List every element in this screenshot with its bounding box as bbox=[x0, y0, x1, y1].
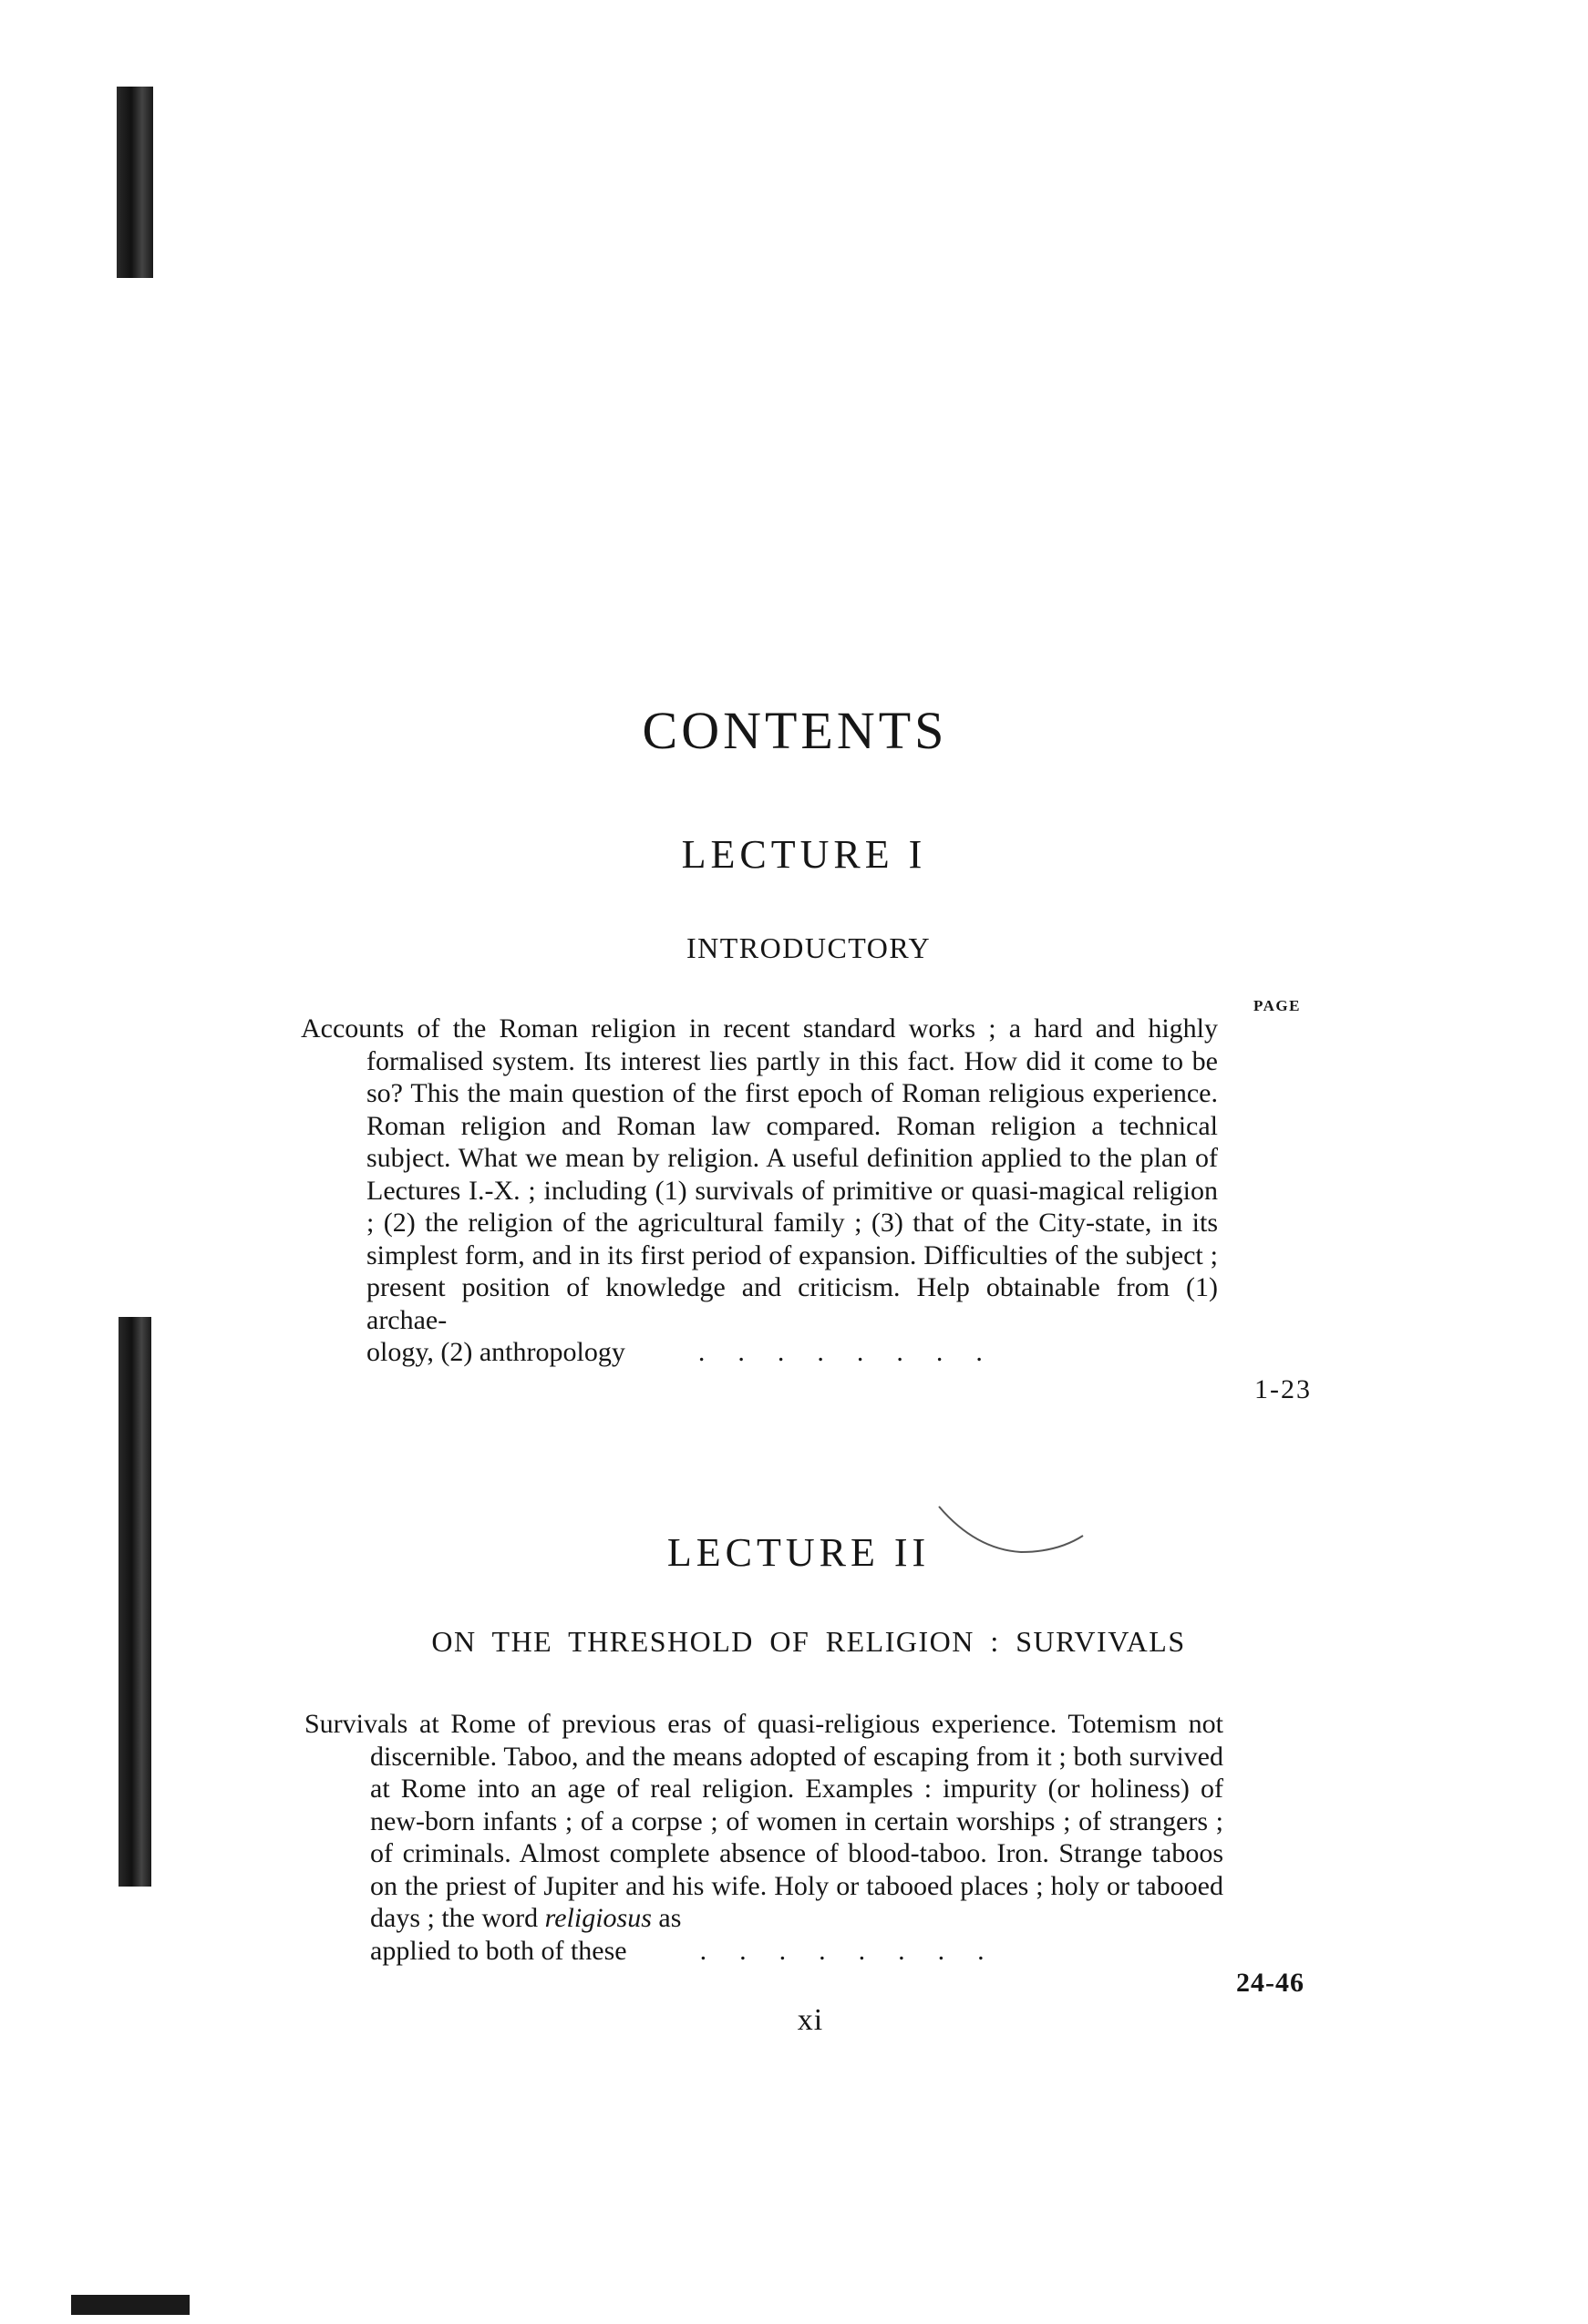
lecture-1-heading: LECTURE I bbox=[681, 832, 927, 877]
lecture-2-summary-after-italic: as bbox=[658, 1903, 682, 1933]
lecture-1-summary bbox=[301, 1013, 1218, 1369]
lecture-2-summary-last-line bbox=[304, 1935, 1223, 1968]
lecture-1-leader-dots: ........ bbox=[697, 1337, 1016, 1367]
page-folio: xi bbox=[797, 2003, 824, 2037]
lecture-2-heading: LECTURE II bbox=[666, 1530, 931, 1575]
lecture-1-page-range: 1-23 bbox=[1254, 1374, 1312, 1404]
lecture-2-summary-last-text: applied to both of these bbox=[370, 1935, 627, 1966]
lecture-2-subtitle: ON THE THRESHOLD OF RELIGION : SURVIVALS bbox=[431, 1625, 1186, 1658]
lecture-1-summary-last-text: ology, (2) anthropology bbox=[366, 1337, 625, 1367]
scan-binding-shadow-bottom bbox=[71, 2295, 190, 2315]
lecture-2-summary-body-wrapper bbox=[304, 1708, 1223, 1935]
scan-binding-shadow-middle bbox=[119, 1317, 151, 1887]
lecture-1-subtitle: INTRODUCTORY bbox=[686, 931, 932, 964]
contents-title: CONTENTS bbox=[642, 701, 948, 760]
lecture-1-summary-last-line bbox=[301, 1336, 1218, 1369]
lecture-2-page-range: 24-46 bbox=[1236, 1968, 1304, 1998]
page-column-label: PAGE bbox=[1253, 997, 1301, 1014]
lecture-1-summary-body: Accounts of the Roman religion in recent standard works ; a hard and highly formalised system. Its interest lies partly in this fact. How did it come to be so? This the main question of the first epoch of Roman religious experience. Roman religion and Roman law compared. Roman religion a technical subject. What we mean by religion. A useful definition applied to the plan of Lectures I.-X. ; including (1) survivals of primitive or quasi-magical religion ; (2) the religion of the agricultural family ; (3) that of the City-state, in its simplest form, and in its first period of expansion. Difficulties of the subject ; present position of knowledge and criticism. Help obtainable from (1) archae- bbox=[301, 1013, 1218, 1335]
lecture-2-leader-dots: ........ bbox=[699, 1935, 1017, 1966]
lecture-2-summary-body: Survivals at Rome of previous eras of quasi-religious experience. Totemism not discernible. Taboo, and the means adopted of escaping from it ; both survived at Rome into an age of real religion. Examples : impurity (or holiness) of new-born infants ; of a corpse ; of women in certain worships ; of strangers ; of criminals. Almost complete absence of blood-taboo. Iron. Strange taboos on the priest of Jupiter and his wife. Holy or tabooed places ; holy or tabooed days ; the word bbox=[304, 1709, 1223, 1933]
scan-binding-shadow-top bbox=[117, 87, 153, 278]
lecture-2-italic-term: religiosus bbox=[544, 1903, 652, 1933]
lecture-2-summary bbox=[304, 1708, 1223, 1967]
pen-mark bbox=[921, 1499, 1085, 1563]
